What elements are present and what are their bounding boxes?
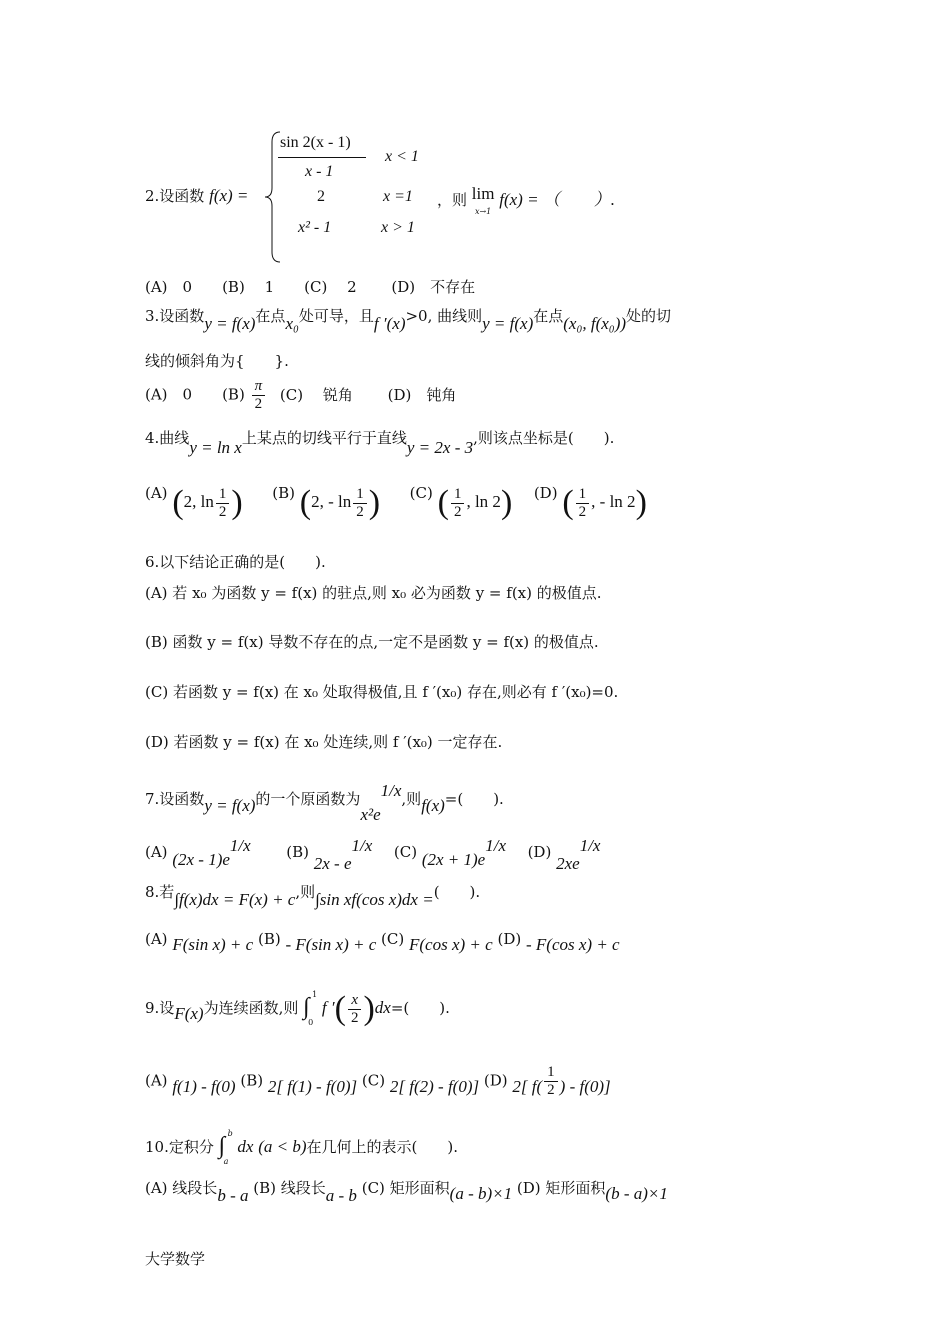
q4-frac-num: 1 (356, 485, 364, 502)
q2-options: (A) 0 (B) 1 (C) 2 (D) 不存在 (145, 278, 476, 296)
q4-text-a: 4.曲线 (145, 429, 190, 447)
q4-curve: y = ln x (189, 438, 242, 457)
q7-opt-d-exp: 1/x (579, 836, 601, 855)
q10-opt-c-label: (C) 矩形面积 (361, 1179, 450, 1197)
q9-opt-d-frac (544, 1064, 558, 1099)
q10-opt-a-label: (A) 线段长 (145, 1179, 218, 1197)
q8-opt-a-label: (A) (145, 930, 168, 948)
q4-frac-num: 1 (578, 485, 587, 502)
q9-text-c: 为连续函数,则 (203, 999, 299, 1017)
q10-condition: (a < b) (258, 1137, 307, 1156)
q9-opt-c: 2[ f(2) - f(0)] (389, 1076, 480, 1096)
q9-options (145, 1064, 611, 1099)
q10-options (145, 1177, 668, 1205)
q3-text-i: 在点 (533, 307, 564, 325)
q2-stem-row (145, 185, 248, 206)
q10-text-d: 在几何上的表示( ). (306, 1138, 459, 1156)
q7-opt-b: 2x - e (313, 854, 352, 873)
q2-limit-expression (437, 185, 615, 217)
q4-opt-c-label: (C) (409, 484, 433, 502)
q10-stem (145, 1129, 459, 1166)
q3-opt-a: (A) 0 (B) (145, 385, 245, 404)
q7-opt-a-label: (A) (145, 843, 168, 861)
q4-opt-b-frac (353, 486, 367, 521)
q4-frac-den: 2 (578, 503, 587, 520)
q3-opt-rest: (C) 锐角 (D) 钝角 (279, 385, 457, 404)
q4-paren: ( (172, 484, 184, 521)
q10-opt-c: (a - b)×1 (449, 1184, 513, 1203)
q9-frac (348, 992, 362, 1027)
q9-stem (145, 990, 450, 1028)
q9-int-symbol: ∫ (303, 994, 310, 1020)
q9-fprime: f ′ (321, 998, 335, 1017)
q7-opt-a-exp: 1/x (229, 836, 251, 855)
q3-text-k: 处的切 (626, 307, 672, 325)
q7-opt-b-label: (B) (286, 843, 309, 861)
q4-paren: ) (635, 484, 647, 521)
q7-fx: f(x) (421, 796, 445, 815)
q9-text-f: =( ). (390, 999, 450, 1017)
q4-paren: ( (299, 484, 312, 521)
q9-frac-num: x (351, 991, 359, 1008)
q9-opt-b: 2[ f(1) - f(0)] (267, 1076, 358, 1096)
q6-option-b: (B) 函数 y = f(x) 导数不存在的点,一定不是函数 y = f(x) 的极值点. (145, 633, 599, 651)
q4-frac-num: 1 (453, 485, 462, 502)
q4-opt-d-label: (D) (533, 484, 558, 502)
q8-stem (145, 881, 481, 909)
q9-text-a: 9.设 (145, 999, 175, 1017)
q4-line: y = 2x - 3 (406, 438, 474, 457)
q2-lim-value: f(x) = （ ）. (499, 190, 616, 209)
q2-piece1-fraction-bar (278, 157, 366, 158)
q3-y-fx: y = f(x) (204, 314, 256, 333)
q9-frac-den: 2 (350, 1009, 359, 1026)
q10-int-lower: a (223, 1157, 229, 1166)
q3-x0: x₀ (285, 314, 299, 333)
q2-brace (262, 130, 282, 265)
q4-opt-b-label: (B) (272, 484, 296, 502)
q8-opt-b: - F(sin x) + c (285, 935, 377, 954)
q3-text-e: 处可导，且 (298, 307, 374, 325)
q7-opt-c-exp: 1/x (485, 836, 507, 855)
q7-opt-d-label: (D) (527, 843, 552, 861)
q7-stem (145, 781, 504, 824)
q3-line2: 线的倾斜角为{ }. (145, 352, 289, 370)
q4-paren: ( (437, 484, 449, 521)
q6-option-d: (D) 若函数 y = f(x) 在 x₀ 处连续,则 f ′(x₀) 一定存在. (145, 733, 503, 751)
q10-int-upper: b (227, 1129, 233, 1138)
q7-opt-b-exp: 1/x (351, 836, 373, 855)
q4-opt-a-frac (216, 486, 230, 521)
q4-opt-d-frac (576, 486, 590, 521)
q7-opt-a: (2x - 1)e (172, 850, 230, 869)
q3-options (145, 378, 456, 413)
q3-text-c: 在点 (255, 307, 286, 325)
q4-paren: ) (500, 484, 513, 521)
q10-opt-a: b - a (217, 1186, 249, 1205)
q4-opt-a-text: 2, ln (183, 492, 214, 511)
q7-antiderivative: x²e (360, 805, 381, 824)
q3-point: (x₀, f(x₀)) (563, 314, 627, 333)
q9-integral-sign (303, 990, 318, 1027)
q4-opt-c-frac (451, 486, 465, 521)
q10-text-a: 10.定积分 (145, 1138, 214, 1156)
q9-half-den: 2 (547, 1082, 555, 1098)
q9-opt-d-label: (D) (483, 1071, 508, 1090)
q3-y-fx-2: y = f(x) (482, 314, 534, 333)
q4-paren: ( (562, 484, 574, 521)
q2-lim-word: lim (471, 184, 495, 203)
q10-opt-b-label: (B) 线段长 (253, 1179, 326, 1197)
q8-options (145, 929, 620, 954)
q7-options (145, 836, 601, 873)
q2-then: ，则 (437, 191, 468, 209)
page-footer: 大学数学 (145, 1250, 206, 1268)
q9-opt-a-label: (A) (145, 1071, 168, 1090)
q7-opt-c: (2x + 1)e (421, 850, 486, 869)
q2-piece3-condition: x > 1 (381, 219, 415, 236)
q7-opt-d: 2xe (556, 854, 580, 873)
q4-stem (145, 427, 615, 457)
q9-int-upper: 1 (312, 990, 318, 999)
q8-text-e: ( ). (433, 883, 481, 901)
q4-paren: ) (368, 484, 381, 521)
q4-opt-d-text: , - ln 2 (591, 492, 636, 511)
q4-text-c: 上某点的切线平行于直线 (241, 429, 407, 447)
q6-stem: 6.以下结论正确的是( ). (145, 553, 326, 571)
q8-integral: ∫sin xf(cos x)dx = (315, 890, 434, 909)
q3-frac-num: π (254, 378, 263, 394)
q7-text-a: 7.设函数 (145, 790, 205, 808)
q8-opt-d-label: (D) (497, 930, 522, 948)
q4-opt-c-text: , ln 2 (466, 492, 501, 511)
q3-pi-over-2 (252, 378, 266, 413)
q9-int-lower: 0 (308, 1018, 314, 1027)
q4-options (145, 484, 647, 522)
q3-frac-den: 2 (254, 396, 263, 412)
q3-fprime: f ′(x) (373, 314, 406, 333)
q8-opt-a: F(sin x) + c (172, 935, 254, 954)
q2-lim-sub: x→1 (474, 207, 492, 216)
q7-text-g: =( ). (444, 790, 504, 808)
q9-Fx: F(x) (174, 1004, 204, 1023)
q8-text-a: 8.若 (145, 883, 175, 901)
q8-opt-c: F(cos x) + c (409, 935, 493, 954)
q10-opt-b: a - b (325, 1186, 357, 1205)
q10-integral-sign (218, 1129, 233, 1166)
q10-int-symbol: ∫ (218, 1133, 226, 1159)
q6-option-c: (C) 若函数 y = f(x) 在 x₀ 处取得极值,且 f ′(x₀) 存在,则必有 f ′(x₀)=0. (145, 683, 619, 701)
q4-frac-num: 1 (218, 485, 227, 502)
q10-dx: dx (237, 1137, 254, 1156)
q4-opt-b-text: 2, - ln (311, 492, 352, 511)
q4-frac-den: 2 (453, 503, 462, 520)
q2-piece1-denominator: x - 1 (305, 163, 334, 180)
q7-opt-c-label: (C) (393, 843, 418, 861)
q2-function: f(x) = (209, 186, 249, 205)
q2-piece1-numerator: sin 2(x - 1) (280, 134, 351, 151)
q2-stem: 2.设函数 (145, 187, 205, 205)
q8-opt-c-label: (C) (381, 930, 405, 948)
q8-opt-b-label: (B) (257, 930, 281, 948)
q7-text-c: 的一个原函数为 (255, 790, 361, 808)
q9-opt-d-pre: 2[ f( (512, 1076, 543, 1096)
q9-opt-c-label: (C) (361, 1071, 386, 1090)
q9-opt-a: f(1) - f(0) (172, 1076, 236, 1096)
q3-line1 (145, 305, 672, 333)
q9-opt-b-label: (B) (240, 1071, 264, 1090)
q9-dx: dx (374, 998, 391, 1017)
q2-piece2-condition: x =1 (383, 188, 413, 205)
q2-lim (472, 185, 495, 217)
q7-exponent: 1/x (380, 781, 402, 800)
q2-piece1-condition: x < 1 (385, 148, 419, 165)
q4-frac-den: 2 (218, 503, 227, 520)
q6-option-a: (A) 若 x₀ 为函数 y = f(x) 的驻点,则 x₀ 必为函数 y = f(x) 的极值点. (145, 584, 602, 602)
q4-opt-a-label: (A) (145, 484, 168, 502)
q3-text-g: >0, 曲线则 (405, 307, 483, 325)
q7-y-fx: y = f(x) (204, 796, 256, 815)
q3-text-a: 3.设函数 (145, 307, 205, 325)
q2-piece3-value: x² - 1 (298, 219, 332, 236)
q8-text-c: ,则 (295, 883, 316, 901)
q4-frac-den: 2 (356, 503, 364, 520)
q8-integral-def: ∫f(x)dx = F(x) + c (174, 890, 296, 909)
q10-opt-d: (b - a)×1 (605, 1184, 668, 1203)
q8-opt-d: - F(cos x) + c (526, 935, 620, 954)
q2-piece2-value: 2 (317, 188, 325, 205)
q10-opt-d-label: (D) 矩形面积 (516, 1179, 606, 1197)
q9-paren: ( (334, 990, 346, 1027)
q7-text-e: ,则 (401, 790, 422, 808)
q9-opt-d-post: ) - f(0)] (559, 1076, 611, 1096)
q9-half-num: 1 (547, 1064, 555, 1080)
q4-paren: ) (231, 484, 243, 521)
q4-text-e: ,则该点坐标是( ). (473, 429, 615, 447)
q9-paren: ) (363, 990, 375, 1027)
